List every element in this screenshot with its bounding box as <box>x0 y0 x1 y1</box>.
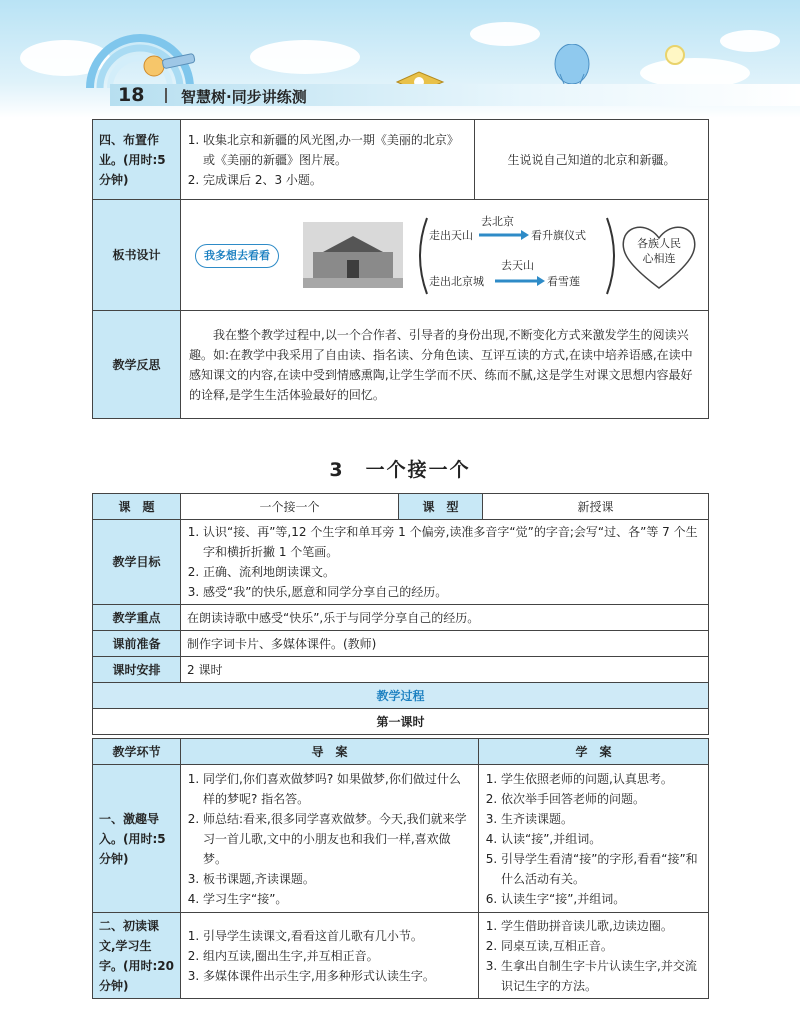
stage-study-cell <box>479 765 709 913</box>
prep-label: 课前准备 <box>93 631 181 657</box>
goal-item: 2. 正确、流利地朗读课文。 <box>203 562 702 582</box>
homework-item: 2. 完成课后 2、3 小题。 <box>203 170 468 190</box>
homework-student: 生说说自己知道的北京和新疆。 <box>475 120 709 200</box>
process-head-row <box>93 739 709 765</box>
study-item: 3. 生齐读课题。 <box>501 809 702 829</box>
period-row <box>93 709 709 735</box>
goals-row <box>93 520 709 605</box>
child-telescope-icon <box>140 52 200 82</box>
bottom-result-text: 看雪莲 <box>547 275 580 288</box>
type-value: 新授课 <box>483 494 709 520</box>
homework-item: 1. 收集北京和新疆的风光图,办一期《美丽的北京》或《美丽的新疆》图片展。 <box>203 130 468 170</box>
lesson-plan-table <box>92 493 709 735</box>
topic-row <box>93 494 709 520</box>
hours-label: 课时安排 <box>93 657 181 683</box>
guide-item: 1. 同学们,你们喜欢做梦吗? 如果做梦,你们做过什么样的梦呢? 指名答。 <box>203 769 472 809</box>
study-item: 3. 生拿出自制生字卡片认读生字,并交流识记生字的方法。 <box>501 956 702 996</box>
board-design-label: 板书设计 <box>93 200 181 311</box>
period-header: 第一课时 <box>93 709 709 735</box>
top-arrow-label: 去北京 <box>481 215 514 228</box>
board-brace <box>409 216 429 296</box>
focus-value: 在朗读诗歌中感受“快乐”,乐于与同学分享自己的经历。 <box>181 605 709 631</box>
speech-bubble <box>195 244 279 268</box>
reflection-label: 教学反思 <box>93 311 181 419</box>
col-stage-header: 教学环节 <box>93 739 181 765</box>
process-row <box>93 683 709 709</box>
sun-icon <box>660 40 690 70</box>
bottom-arrow-label: 去天山 <box>501 259 534 272</box>
goals-cell <box>181 520 709 605</box>
board-design-cell <box>181 200 709 311</box>
guide-item: 2. 师总结:看来,很多同学喜欢做梦。今天,我们就来学习一首儿歌,文中的小朋友也和我们一样,喜欢做梦。 <box>203 809 472 869</box>
stage-row <box>93 913 709 999</box>
col-guide-header: 导 案 <box>181 739 479 765</box>
hours-row <box>93 657 709 683</box>
study-item: 5. 引导学生看清“接”的字形,看看“接”和什么活动有关。 <box>501 849 702 889</box>
guide-item: 1. 引导学生读课文,看看这首儿歌有几小节。 <box>203 926 472 946</box>
guide-item: 2. 组内互读,圈出生字,并互相正音。 <box>203 946 472 966</box>
goal-item: 1. 认识“接、再”等,12 个生字和单耳旁 1 个偏旁,读准多音字“觉”的字音;会写“过、各”等 7 个生字和横折折撇 1 个笔画。 <box>203 522 702 562</box>
goal-item: 3. 感受“我”的快乐,愿意和同学分享自己的经历。 <box>203 582 702 602</box>
hours-value: 2 课时 <box>181 657 709 683</box>
process-header: 教学过程 <box>93 683 709 709</box>
study-item: 4. 认读“接”,并组词。 <box>501 829 702 849</box>
cloud-decoration <box>720 30 780 52</box>
goals-label: 教学目标 <box>93 520 181 605</box>
study-item: 1. 学生借助拼音读儿歌,边读边圈。 <box>501 916 702 936</box>
stage-study-cell <box>479 913 709 999</box>
page-number: 18 <box>118 84 145 106</box>
process-table <box>92 738 709 999</box>
study-item: 1. 学生依照老师的问题,认真思考。 <box>501 769 702 789</box>
study-item: 2. 同桌互读,互相正音。 <box>501 936 702 956</box>
stage-label: 一、激趣导入。(用时:5分钟) <box>93 765 181 913</box>
board-design-row <box>93 200 709 311</box>
study-item: 2. 依次举手回答老师的问题。 <box>501 789 702 809</box>
homework-row <box>93 120 709 200</box>
homework-label: 四、布置作业。(用时:5分钟) <box>93 120 181 200</box>
top-result-text: 看升旗仪式 <box>531 229 586 242</box>
reflection-text: 我在整个教学过程中,以一个合作者、引导者的身份出现,不断变化方式来激发学生的阅读兴趣。如:在教学中我采用了自由读、指名读、分角色读、互评互读的方式,在读中培养语感,在读中感知课文的内容,在读中受到情感熏陶,让学生学而不厌、练而不腻,这是学生对课文思想内容最好的诠释,是学生生活体验最好的回忆。 <box>181 311 709 419</box>
bottom-branch-text: 走出北京城 <box>429 275 484 288</box>
stage-label: 二、初读课文,学习生字。(用时:20分钟) <box>93 913 181 999</box>
header-separator <box>165 88 167 103</box>
book-title: 智慧树·同步讲练测 <box>181 88 307 106</box>
homework-guide-cell <box>181 120 475 200</box>
prep-value: 制作字词卡片、多媒体课件。(教师) <box>181 631 709 657</box>
prep-row <box>93 631 709 657</box>
guide-item: 3. 板书课题,齐读课题。 <box>203 869 472 889</box>
type-label: 课 型 <box>399 494 483 520</box>
stage-row <box>93 765 709 913</box>
topic-value: 一个接一个 <box>181 494 399 520</box>
stage-guide-cell <box>181 765 479 913</box>
topic-label: 课 题 <box>93 494 181 520</box>
col-study-header: 学 案 <box>479 739 709 765</box>
cloud-decoration <box>250 40 360 74</box>
top-arrow <box>479 230 529 240</box>
top-lesson-table <box>92 119 709 419</box>
cloud-decoration <box>470 22 540 46</box>
bottom-arrow <box>495 276 545 286</box>
top-branch-text: 走出天山 <box>429 229 473 242</box>
guide-item: 4. 学习生字“接”。 <box>203 889 472 909</box>
lesson-title: 3 一个接一个 <box>329 459 471 481</box>
speech-bubble-text: 我多想去看看 <box>204 249 270 262</box>
stage-guide-cell <box>181 913 479 999</box>
study-item: 6. 认读生字“接”,并组词。 <box>501 889 702 909</box>
focus-row <box>93 605 709 631</box>
focus-label: 教学重点 <box>93 605 181 631</box>
tiananmen-photo <box>303 222 403 288</box>
heart-text: 各族人民心相连 <box>637 237 681 265</box>
reflection-row <box>93 311 709 419</box>
guide-item: 3. 多媒体课件出示生字,用多种形式认读生字。 <box>203 966 472 986</box>
